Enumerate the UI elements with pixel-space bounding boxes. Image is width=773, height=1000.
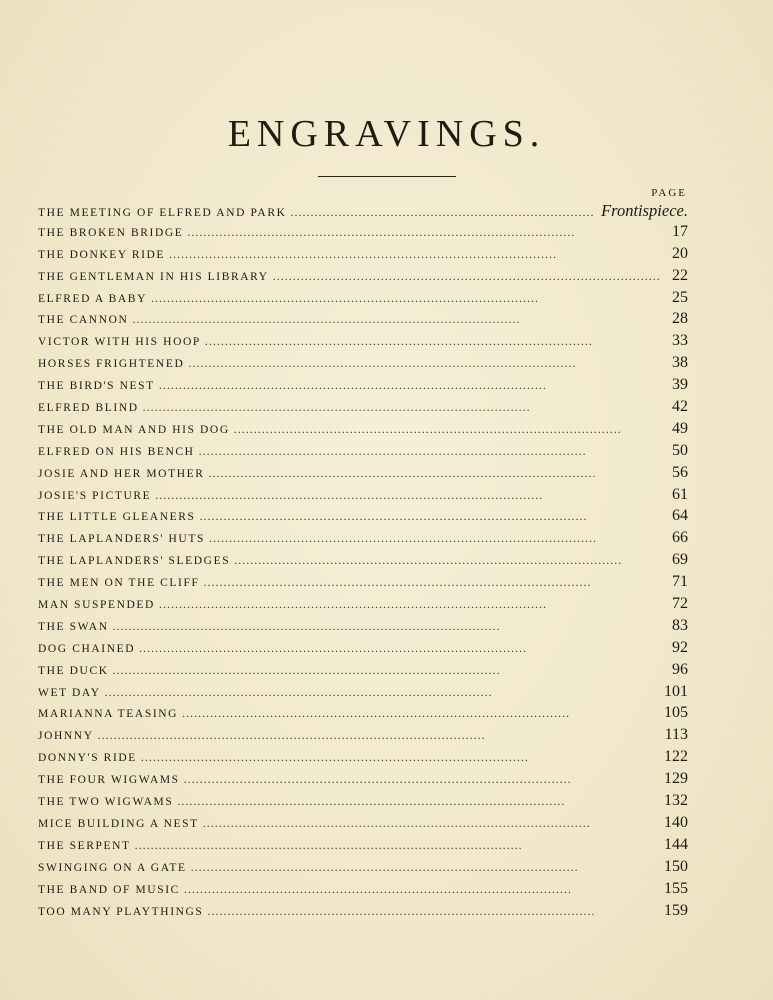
entry-page-number: 17 (672, 222, 688, 240)
list-item (38, 551, 688, 573)
list-item (38, 726, 688, 748)
list-item (38, 289, 688, 311)
dot-leader (105, 685, 658, 700)
dot-leader (203, 575, 666, 590)
entry-page-number: 39 (672, 376, 688, 394)
entry-page-number: 49 (672, 419, 688, 437)
dot-leader (187, 225, 666, 240)
dot-leader (234, 553, 666, 568)
list-item (38, 617, 688, 639)
entry-caption: ELFRED BLIND (38, 402, 139, 415)
entry-page-number: 38 (672, 354, 688, 372)
dot-leader (113, 663, 666, 678)
list-item (38, 858, 688, 880)
dot-leader (159, 597, 666, 612)
list-item (38, 836, 688, 858)
entry-caption: JOHNNY (38, 730, 94, 743)
entry-caption: THE DUCK (38, 664, 109, 677)
entry-caption: THE GENTLEMAN IN HIS LIBRARY (38, 270, 269, 283)
list-item (38, 573, 688, 595)
entry-page-number: 50 (672, 441, 688, 459)
entry-page-number: 132 (664, 792, 688, 810)
dot-leader (209, 531, 666, 546)
list-item (38, 639, 688, 661)
entry-caption: ELFRED ON HIS BENCH (38, 445, 195, 458)
entry-caption: THE CANNON (38, 314, 129, 327)
entry-page-number: 105 (664, 704, 688, 722)
entry-caption: THE SERPENT (38, 839, 131, 852)
entry-caption: THE BIRD'S NEST (38, 380, 155, 393)
page-title: ENGRAVINGS. (227, 113, 546, 155)
entry-caption: THE LITTLE GLEANERS (38, 511, 196, 524)
entry-page-number: 129 (664, 770, 688, 788)
entry-caption: JOSIE'S PICTURE (38, 489, 152, 502)
entry-caption: THE MEETING OF ELFRED AND PARK (38, 207, 287, 219)
entry-page-number: 61 (672, 485, 688, 503)
list-item (38, 486, 688, 508)
entry-page-number: 140 (664, 813, 688, 831)
entry-page-number: Frontispiece. (601, 201, 688, 220)
dot-leader (188, 356, 666, 371)
entry-page-number: 56 (672, 463, 688, 481)
entry-page-number: 122 (664, 748, 688, 766)
dot-leader (291, 205, 596, 220)
entry-caption: THE MEN ON THE CLIFF (38, 577, 200, 590)
list-item (38, 354, 688, 376)
entry-caption: DOG CHAINED (38, 642, 136, 655)
list-item (38, 223, 688, 245)
entry-page-number: 72 (672, 595, 688, 613)
entry-caption: THE FOUR WIGWAMS (38, 774, 180, 787)
dot-leader (151, 291, 666, 306)
entry-page-number: 33 (672, 332, 688, 350)
entry-page-number: 71 (672, 573, 688, 591)
dot-leader (209, 466, 667, 481)
dot-leader (143, 400, 666, 415)
list-item (38, 770, 688, 792)
dot-leader (159, 378, 666, 393)
page-column-header: PAGE (651, 187, 687, 199)
dot-leader (234, 422, 666, 437)
title-rule (318, 176, 456, 177)
entry-caption: MICE BUILDING A NEST (38, 817, 199, 830)
entry-caption: THE LAPLANDERS' HUTS (38, 533, 205, 546)
entry-page-number: 69 (672, 551, 688, 569)
entry-caption: THE BAND OF MUSIC (38, 883, 180, 896)
entry-page-number: 64 (672, 507, 688, 525)
entry-caption: THE TWO WIGWAMS (38, 796, 174, 809)
entry-caption: MAN SUSPENDED (38, 599, 155, 612)
dot-leader (207, 904, 658, 919)
entry-caption: JOSIE AND HER MOTHER (38, 467, 205, 480)
list-item (38, 814, 688, 836)
entry-page-number: 96 (672, 660, 688, 678)
list-item (38, 420, 688, 442)
list-item (38, 529, 688, 551)
list-item (38, 704, 688, 726)
entry-caption: THE OLD MAN AND HIS DOG (38, 423, 230, 436)
entry-page-number: 28 (672, 310, 688, 328)
dot-leader (155, 488, 666, 503)
entry-caption: ELFRED A BABY (38, 292, 147, 305)
list-item (38, 748, 688, 770)
entry-page-number: 20 (672, 244, 688, 262)
dot-leader (135, 838, 658, 853)
dot-leader (203, 816, 658, 831)
entry-page-number: 83 (672, 616, 688, 634)
list-item (38, 902, 688, 924)
entry-caption: SWINGING ON A GATE (38, 861, 187, 874)
list-item (38, 332, 688, 354)
list-item (38, 310, 688, 332)
entry-caption: THE BROKEN BRIDGE (38, 226, 184, 239)
entry-page-number: 155 (664, 879, 688, 897)
entry-page-number: 92 (672, 638, 688, 656)
list-item (38, 201, 688, 223)
dot-leader (273, 269, 666, 284)
dot-leader (199, 444, 666, 459)
dot-leader (200, 509, 666, 524)
list-item (38, 595, 688, 617)
list-item (38, 792, 688, 814)
entry-page-number: 42 (672, 398, 688, 416)
entry-page-number: 144 (664, 835, 688, 853)
list-item (38, 245, 688, 267)
dot-leader (191, 860, 658, 875)
list-item (38, 442, 688, 464)
dot-leader (184, 772, 658, 787)
dot-leader (177, 794, 658, 809)
entry-page-number: 159 (664, 901, 688, 919)
entry-caption: THE SWAN (38, 620, 109, 633)
entry-page-number: 22 (672, 266, 688, 284)
entry-caption: DONNY'S RIDE (38, 752, 137, 765)
entry-caption: THE LAPLANDERS' SLEDGES (38, 555, 231, 568)
dot-leader (182, 706, 658, 721)
dot-leader (98, 728, 659, 743)
entry-page-number: 113 (664, 726, 688, 744)
entry-caption: WET DAY (38, 686, 101, 699)
entry-page-number: 66 (672, 529, 688, 547)
list-item (38, 507, 688, 529)
list-item (38, 464, 688, 486)
dot-leader (113, 619, 666, 634)
dot-leader (139, 641, 666, 656)
dot-leader (132, 312, 666, 327)
entry-caption: HORSES FRIGHTENED (38, 358, 185, 371)
engravings-list (38, 201, 688, 923)
list-item (38, 683, 688, 705)
dot-leader (205, 334, 666, 349)
dot-leader (184, 882, 658, 897)
entry-page-number: 150 (664, 857, 688, 875)
list-item (38, 376, 688, 398)
list-item (38, 661, 688, 683)
entry-caption: VICTOR WITH HIS HOOP (38, 336, 201, 349)
list-item (38, 880, 688, 902)
dot-leader (141, 750, 658, 765)
entry-caption: TOO MANY PLAYTHINGS (38, 905, 204, 918)
entry-page-number: 101 (664, 682, 688, 700)
list-item (38, 398, 688, 420)
entry-page-number: 25 (672, 288, 688, 306)
entry-caption: MARIANNA TEASING (38, 708, 179, 721)
list-item (38, 267, 688, 289)
entry-caption: THE DONKEY RIDE (38, 248, 166, 261)
dot-leader (169, 247, 666, 262)
